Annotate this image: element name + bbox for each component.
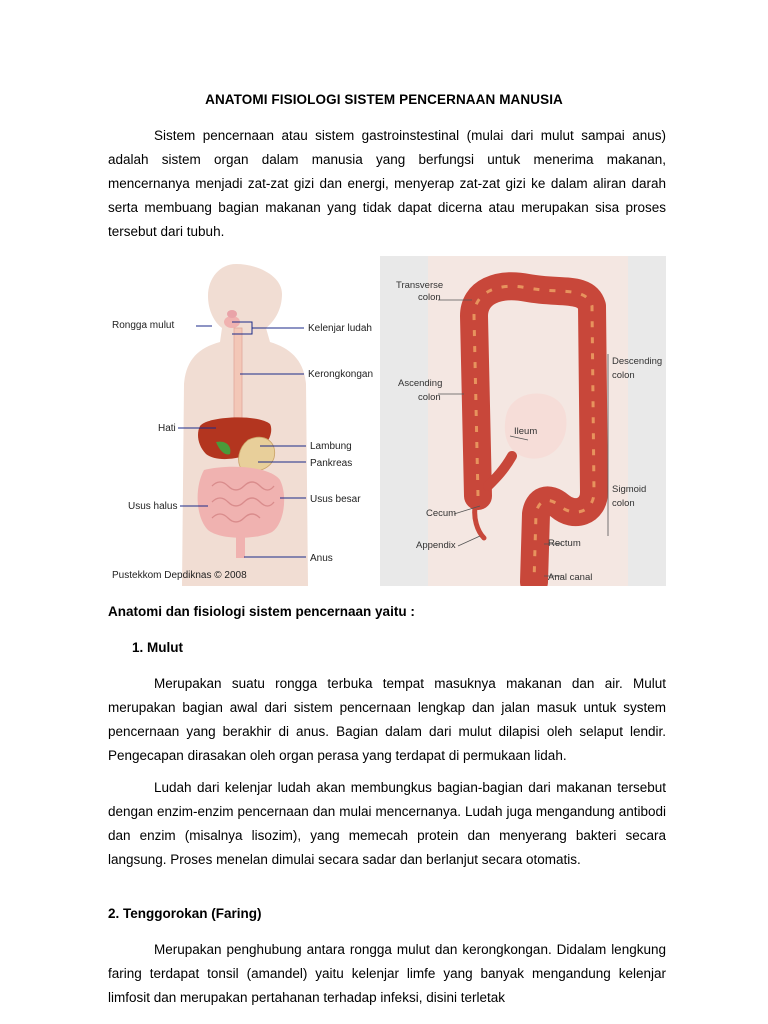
item2-paragraph-1 bbox=[108, 938, 666, 1010]
left-diagram bbox=[108, 256, 380, 586]
item1-paragraph-2 bbox=[108, 776, 666, 872]
item2-heading: 2. Tenggorokan (Faring) bbox=[108, 906, 262, 921]
label-appendix: Appendix bbox=[416, 540, 456, 551]
label-sigmoid: Sigmoid bbox=[612, 484, 647, 495]
intro-paragraph bbox=[108, 124, 666, 244]
esophagus-shape bbox=[234, 328, 242, 428]
label-descending: Descending bbox=[612, 356, 663, 367]
document-title: ANATOMI FISIOLOGI SISTEM PENCERNAAN MANUSIA bbox=[205, 92, 563, 107]
label-usus-besar: Usus besar bbox=[310, 494, 361, 505]
label-usus-halus: Usus halus bbox=[128, 501, 178, 512]
section-heading: Anatomi dan fisiologi sistem pencernaan yaitu : bbox=[108, 604, 415, 619]
item1-heading: 1. Mulut bbox=[132, 640, 183, 655]
item1-p1-text: Merupakan suatu rongga terbuka tempat masuknya makanan dan air. Mulut merupakan bagian awal dari sistem pencernaan lengkap dan jalan masuk untuk system pencernaan yang berakhir di anus. Bagian dalam dari mulut dilapisi oleh selaput lendir. Pengecapan dirasakan oleh organ perasa yang terdapat di permukaan lidah. bbox=[108, 676, 666, 763]
right-diagram bbox=[380, 256, 666, 586]
label-anal-canal: Anal canal bbox=[548, 572, 593, 583]
label-cecum: Cecum bbox=[426, 508, 457, 519]
intestines-shape bbox=[198, 467, 285, 538]
label-sigmoid-colon: colon bbox=[612, 498, 635, 509]
intro-text: Sistem pencernaan atau sistem gastroinstestinal (mulai dari mulut sampai anus) adalah sistem organ dalam manusia yang berfungsi untuk menerima makanan, mencernanya menjadi zat-zat gizi dan energi, menyerap zat-zat gizi ke dalam aliran darah serta membuang bagian makanan yang tidak dapat dicerna atau merupakan sisa proses tersebut dari tubuh. bbox=[108, 128, 666, 239]
digestive-system-figure bbox=[108, 256, 666, 586]
label-kelenjar-ludah: Kelenjar ludah bbox=[308, 323, 372, 334]
label-anus: Anus bbox=[310, 553, 333, 564]
label-pankreas: Pankreas bbox=[310, 458, 353, 469]
label-transverse-colon: colon bbox=[418, 292, 441, 303]
label-ascending-colon: colon bbox=[418, 392, 441, 403]
label-lambung: Lambung bbox=[310, 441, 352, 452]
item1-paragraph-1 bbox=[108, 672, 666, 768]
label-rongga-mulut: Rongga mulut bbox=[112, 320, 175, 331]
label-hati: Hati bbox=[158, 423, 176, 434]
label-transverse: Transverse bbox=[396, 280, 444, 291]
item1-p2-text: Ludah dari kelenjar ludah akan membungkus bagian-bagian dari makanan tersebut dengan enzim-enzim pencernaan dan mulai mencernanya. Ludah juga mengandung antibodi dan enzim (misalnya lisozim), yang memecah protein dan menyerang bakteri secara langsung. Proses menelan dimulai secara sadar dan berlanjut secara otomatis. bbox=[108, 780, 666, 867]
label-ascending: Ascending bbox=[398, 378, 443, 389]
label-ileum: Ileum bbox=[514, 426, 538, 437]
label-rectum: Rectum bbox=[548, 538, 581, 549]
label-descending-colon: colon bbox=[612, 370, 635, 381]
label-kerongkongan: Kerongkongan bbox=[308, 369, 374, 380]
figure-credit: Pustekkom Depdiknas © 2008 bbox=[112, 570, 247, 581]
item2-p1-text: Merupakan penghubung antara rongga mulut dan kerongkongan. Didalam lengkung faring terdapat tonsil (amandel) yaitu kelenjar limfe yang banyak mengandung kelenjar limfosit dan merupakan pertahanan terhadap infeksi, disini terletak bbox=[108, 942, 666, 1005]
